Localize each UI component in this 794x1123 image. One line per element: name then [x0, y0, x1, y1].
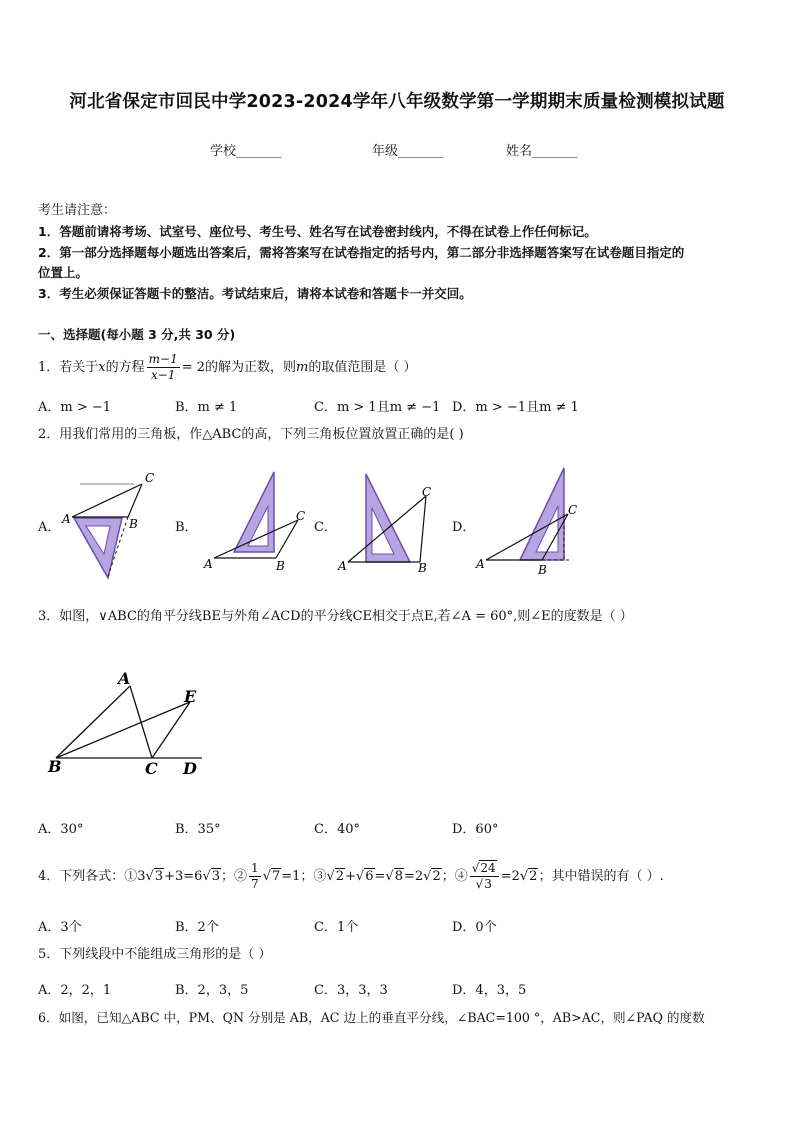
q5-option-a[interactable]: A．2，2，1: [38, 983, 112, 998]
label-e: E: [184, 687, 197, 706]
label-b: B: [129, 517, 138, 531]
question-2: 2．用我们常用的三角板，作△ABC的高，下列三角板位置放置正确的是( ): [38, 427, 464, 442]
q1-option-a[interactable]: A．m > −1: [38, 400, 112, 415]
q2-figure-a: [58, 466, 168, 584]
label-a: A: [338, 559, 347, 573]
q3-figure: [44, 664, 214, 780]
notice-item-2-cont: 位置上。: [38, 265, 89, 280]
q2-figure-c: [334, 466, 444, 578]
question-4: 4．下列各式：①3√3+3=6√3；② $\frac{1}{7}$ √7=1；③√2+√6=√8=2√2；④ $\frac{√24}{√3}$ =2√2；其中错误的有（ ）.: [38, 861, 664, 891]
q5-option-b[interactable]: B．2，3，5: [175, 983, 249, 998]
q2-option-a[interactable]: A．: [38, 520, 61, 535]
label-b: B: [538, 563, 547, 577]
label-c: C: [145, 759, 158, 778]
q4-option-c[interactable]: C．1个: [314, 920, 359, 935]
label-c: C: [568, 503, 578, 517]
label-c: C: [296, 509, 306, 523]
label-b: B: [276, 559, 285, 573]
q1-option-c[interactable]: C．m > 1且m ≠ −1: [314, 400, 441, 415]
q2-option-b[interactable]: B．: [175, 520, 198, 535]
q4-option-a[interactable]: A．3个: [38, 920, 82, 935]
notice-item-3: 3．考生必须保证答题卡的整洁。考试结束后，请将本试卷和答题卡一并交回。: [38, 286, 472, 301]
q5-option-c[interactable]: C．3，3，3: [314, 983, 388, 998]
label-c: C: [422, 485, 432, 499]
question-1: 1．若关于x的方程 $\frac{m-1}{x-1}$ = 2的解为正数，则m的取值范围是（ ）: [38, 352, 417, 382]
q3-option-c[interactable]: C．40°: [314, 822, 360, 837]
q2-option-c[interactable]: C．: [314, 520, 337, 535]
q1-option-d[interactable]: D．m > −1且m ≠ 1: [452, 400, 579, 415]
q4-fraction-1-7: $\frac{1}{7}$: [251, 861, 259, 891]
question-5: 5．下列线段中不能组成三角形的是（ ）: [38, 947, 272, 962]
label-a: A: [204, 557, 213, 571]
label-a: A: [62, 512, 71, 526]
label-c: C: [145, 471, 155, 485]
label-d: D: [183, 759, 197, 778]
notice-item-1: 1．答题前请将考场、试室号、座位号、考生号、姓名写在试卷密封线内，不得在试卷上作任何标记。: [38, 224, 597, 239]
q3-option-d[interactable]: D．60°: [452, 822, 499, 837]
q4-fraction-sqrt: $\frac{√24}{√3}$: [470, 861, 499, 892]
notice-heading: 考生请注意：: [38, 203, 117, 218]
question-6: 6．如图，已知△ABC 中，PM、QN 分别是 AB，AC 边上的垂直平分线，∠BAC=100 °，AB>AC，则∠PAQ 的度数: [38, 1010, 705, 1025]
name-field[interactable]: 姓名_______: [506, 144, 578, 159]
q3-option-b[interactable]: B．35°: [175, 822, 221, 837]
q1-option-b[interactable]: B．m ≠ 1: [175, 400, 238, 415]
q1-fraction: $\frac{m-1}{x-1}$: [148, 352, 178, 382]
q4-option-b[interactable]: B．2个: [175, 920, 219, 935]
label-b: B: [418, 561, 427, 575]
q2-figure-d: [472, 464, 592, 578]
grade-field[interactable]: 年级_______: [372, 144, 444, 159]
q2-figure-b: [200, 466, 320, 578]
q4-option-d[interactable]: D．0个: [452, 920, 497, 935]
q2-option-d[interactable]: D．: [452, 520, 476, 535]
q5-option-d[interactable]: D．4，3，5: [452, 983, 527, 998]
q3-option-a[interactable]: A．30°: [38, 822, 84, 837]
question-3: 3．如图，∨ABC的角平分线BE与外角∠ACD的平分线CE相交于点E,若∠A = 60°,则∠E的度数是（ ）: [38, 609, 633, 624]
school-field[interactable]: 学校_______: [210, 144, 282, 159]
label-a: A: [476, 557, 485, 571]
section-heading: 一、选择题(每小题 3 分,共 30 分): [38, 327, 236, 342]
label-a: A: [118, 669, 131, 688]
page-title: 河北省保定市回民中学2023-2024学年八年级数学第一学期期末质量检测模拟试题: [69, 92, 725, 112]
notice-item-2: 2．第一部分选择题每小题选出答案后，需将答案写在试卷指定的括号内，第二部分非选择题答案写在试卷题目指定的: [38, 245, 685, 260]
label-b: B: [48, 757, 62, 776]
